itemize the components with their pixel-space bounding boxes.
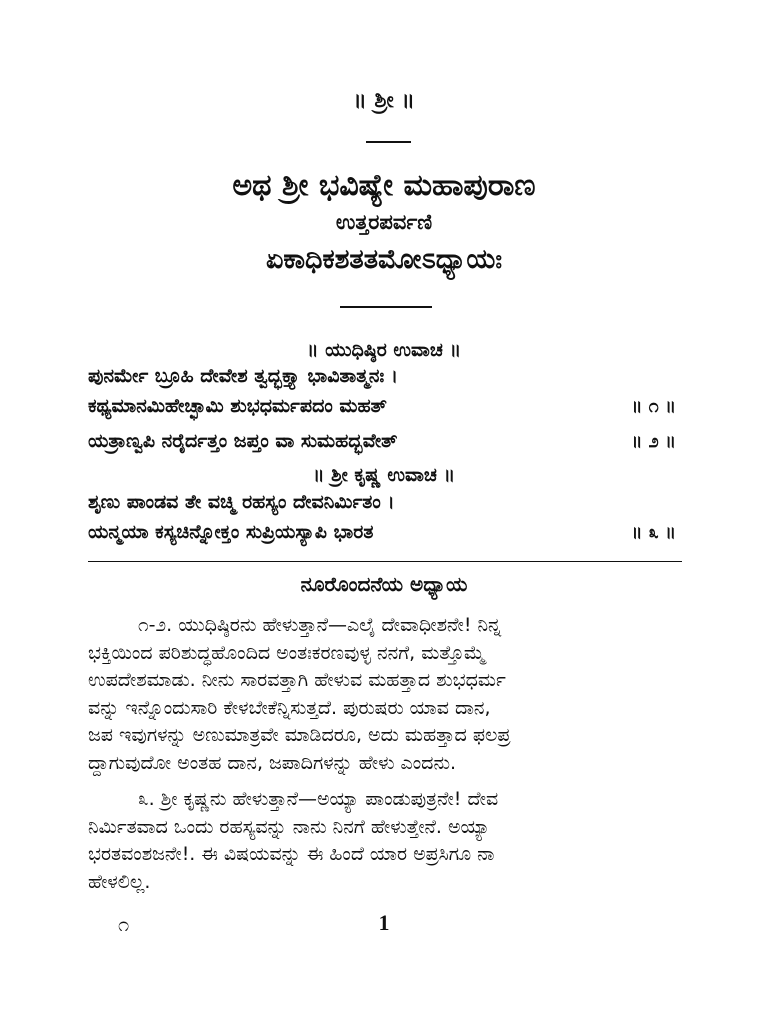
chapter-rule — [340, 306, 432, 308]
top-rule — [366, 141, 411, 143]
page-title: ಅಥ ಶ್ರೀ ಭವಿಷ್ಯೇ ಮಹಾಪುರಾಣ — [232, 168, 536, 203]
speaker-krishna: ॥ ಶ್ರೀ ಕೃಷ್ಣ ಉವಾಚ ॥ — [312, 464, 456, 486]
paragraph-line: ದ್ದಾಗುವುದೋ ಅಂತಹ ದಾನ, ಜಪಾದಿಗಳನ್ನು ಹೇಳು ಎಂದನು. — [88, 751, 457, 774]
paragraph-line: ನಿರ್ಮಿತವಾದ ಒಂದು ರಹಸ್ಯವನ್ನು ನಾನು ನಿನಗೆ ಹೇಳುತ್ತೇನೆ. ಅಯ್ಯಾ — [88, 815, 491, 838]
paragraph-line: ಭರತವಂಶಜನೇ!. ಈ ವಿಷಯವನ್ನು ಈ ಹಿಂದೆ ಯಾರ ಅಪ್ರಸಿಗೂ ನಾ — [88, 843, 495, 866]
divider — [88, 561, 682, 562]
paragraph-line: ವನ್ನು ಇನ್ನೊಂದುಸಾರಿ ಕೇಳಬೇಕೆನ್ನಿಸುತ್ತದೆ. ಪುರುಷರು ಯಾವ ದಾನ, — [88, 696, 491, 719]
verse-line: ಯನ್ಮಯಾ ಕಸ್ಯಚಿನ್ನೋಕ್ತಂ ಸುಪ್ರಿಯಸ್ಯಾಪಿ ಭಾರತ — [88, 521, 374, 543]
chapter-heading: ಏಕಾಧಿಕಶತತಮೋಽಧ್ಯಾಯಃ — [265, 244, 503, 275]
paragraph-line: ೩. ಶ್ರೀ ಕೃಷ್ಣನು ಹೇಳುತ್ತಾನೆ—ಅಯ್ಯಾ ಪಾಂಡುಪುತ್ರನೇ! ದೇವ — [138, 788, 499, 810]
verse-number: ॥ ೨ ॥ — [631, 431, 676, 452]
verse-line: ಶೃಣು ಪಾಂಡವ ತೇ ವಚ್ಮಿ ರಹಸ್ಯಂ ದೇವನಿರ್ಮಿತಂ । — [88, 491, 395, 513]
paragraph-line: ಜಪ ಇವುಗಳನ್ನು ಅಣುಮಾತ್ರವೇ ಮಾಡಿದರೂ, ಅದು ಮಹತ್ತಾದ ಫಲಪ್ರ — [88, 724, 511, 747]
verse-number: ॥ ೩ ॥ — [631, 522, 676, 543]
subtitle: ಉತ್ತರಪರ್ವಣಿ — [335, 210, 433, 234]
page-number: 1 — [378, 910, 390, 935]
paragraph-line: ಉಪದೇಶಮಾಡು. ನೀನು ಸಾರವತ್ತಾಗಿ ಹೇಳುವ ಮಹತ್ತಾದ ಶುಭಧರ್ಮ — [88, 669, 506, 692]
footer-signature: ೧ — [118, 912, 130, 936]
invocation: ॥ ಶ್ರೀ ॥ — [353, 88, 415, 113]
verse-line: ಕಥ್ಯಮಾನಮಿಹೇಚ್ಛಾಮಿ ಶುಭಧರ್ಮಪದಂ ಮಹತ್ — [88, 395, 387, 417]
translation-paragraph — [88, 786, 680, 896]
paragraph-line: ೧-೨. ಯುಧಿಷ್ಠಿರನು ಹೇಳುತ್ತಾನೆ—ಎಲೈ ದೇವಾಧೀಶನೇ! ನಿನ್ನ — [138, 614, 502, 636]
paragraph-line: ಭಕ್ತಿಯಿಂದ ಪರಿಶುದ್ಧಹೊಂದಿದ ಅಂತಃಕರಣವುಳ್ಳ ನನಗೆ, ಮತ್ತೊಮ್ಮೆ — [88, 641, 486, 664]
translation-paragraph — [88, 612, 680, 778]
verse-line: ಪುನರ್ಮೇ ಬ್ರೂಹಿ ದೇವೇಶ ತ್ವದ್ಭಕ್ತ್ಯಾ ಭಾವಿತಾತ್ಮನಃ । — [88, 365, 399, 387]
paragraph-line: ಹೇಳಲಿಲ್ಲ. — [88, 870, 151, 893]
verse-number: ॥ ೧ ॥ — [631, 396, 676, 417]
speaker-yudhishthira: ॥ ಯುಧಿಷ್ಠಿರ ಉವಾಚ ॥ — [306, 339, 462, 361]
verse-line: ಯತ್ರಾಣ್ವಪಿ ನರೈರ್ದತ್ತಂ ಜಪ್ತಂ ವಾ ಸುಮಹದ್ಭವೇತ್ — [88, 430, 398, 452]
section-heading: ನೂರೊಂದನೆಯ ಅಧ್ಯಾಯ — [300, 572, 468, 596]
